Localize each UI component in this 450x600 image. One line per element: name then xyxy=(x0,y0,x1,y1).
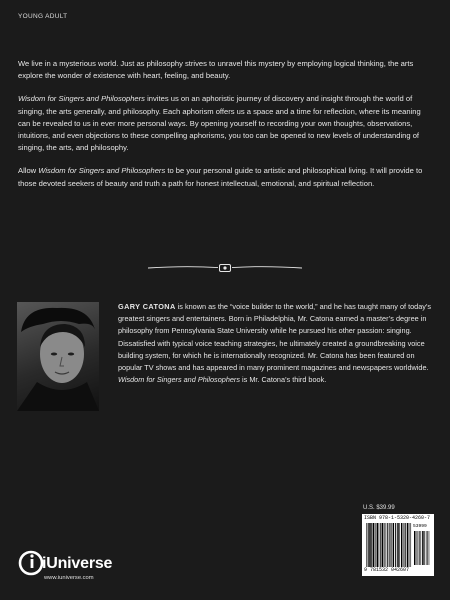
blurb-paragraph-3 xyxy=(18,165,433,189)
book-title: Wisdom for Singers and Philosophers xyxy=(118,375,241,385)
author-bio xyxy=(118,301,433,386)
isbn-addon-number: 53999 xyxy=(413,524,427,529)
publisher-logo xyxy=(18,548,138,588)
blurb-paragraph-1: We live in a mysterious world. Just as philosophy strives to unravel this mystery by employing logical thinking, the arts explore the wonder of existence with heart, feeling, and beauty. xyxy=(18,59,414,81)
price-label: U.S. $39.99 xyxy=(363,505,395,511)
book-title: Wisdom for Singers and Philosophers xyxy=(38,166,166,176)
publisher-url: www.iuniverse.com xyxy=(44,575,94,581)
author-photo xyxy=(17,302,99,411)
isbn-number: 9 781532 042607 xyxy=(364,567,410,573)
back-cover-blurb xyxy=(18,58,433,201)
blurb-paragraph-3-text: to be your personal guide to artistic and philosophical living. It will provide to those devoted seekers of beauty and truth a path for honest intellectual, emotional, and spiritual reflection. xyxy=(18,166,423,188)
blurb-paragraph-2-text: invites us on an aphoristic journey of discovery and insight through the world of singing, the arts generally, and philosophy. Each aphorism offers us a space and a time for reflection, where its meaning can be revealed to us in ever more personal ways. By opening yourself to recording your own thoughts, observations, intuitions, and even objections to these compelling aphorisms, you too can be opened to new levels of understanding of singing, the arts, and philosophy. xyxy=(18,94,421,153)
barcode-bars xyxy=(366,523,412,567)
book-title: Wisdom for Singers and Philosophers xyxy=(18,94,145,104)
blurb-paragraph-2 xyxy=(18,93,433,154)
blurb-paragraph-3-lead: Allow xyxy=(18,166,39,176)
isbn-barcode xyxy=(362,514,434,576)
addon-barcode-bars xyxy=(414,531,432,565)
author-bio-text-end: is Mr. Catona’s third book. xyxy=(240,375,327,385)
isbn-label: ISBN 978-1-5320-4260-7 xyxy=(364,515,431,521)
publisher-name: iUniverse xyxy=(42,555,113,572)
genre-label: YOUNG ADULT xyxy=(18,13,68,20)
author-name: GARY CATONA xyxy=(118,302,176,311)
ornament-divider xyxy=(146,262,304,274)
author-bio-text: is known as the “voice builder to the world,” and he has taught many of today’s greatest singers and entertainers. Born in Philadelphia, Mr. Catona earned a master’s degree in philosophy from Pennsylvania State University while he pursued his other passion: singing. Dissatisfied with typical voice teaching strategies, he ultimately created a groundbreaking voice building system, for which he is internationally recognized. Mr. Catona has been featured on popular TV shows and has appeared in many prominent magazines and newspapers worldwide. xyxy=(118,302,432,373)
